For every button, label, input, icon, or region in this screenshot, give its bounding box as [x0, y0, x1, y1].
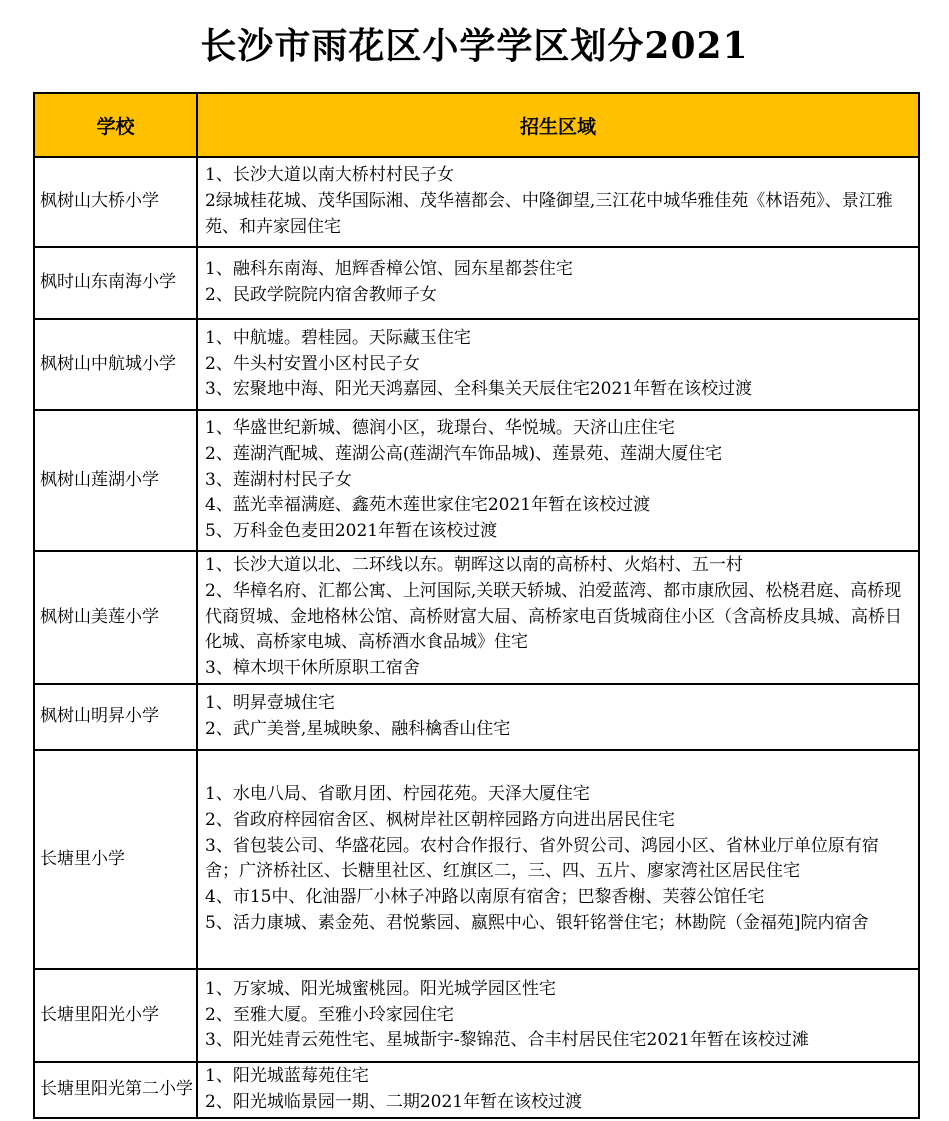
school-name: 长塘里小学 — [34, 750, 197, 969]
area-line: 4、蓝光幸福满庭、鑫苑木莲世家住宅2021年暂在该校过渡 — [205, 495, 651, 516]
area-line: 1、中航墟。碧桂园。天际藏玉住宅 — [205, 327, 471, 348]
area-line: 3、阳光娃青云苑性宅、星城斮宇-黎锦范、合丰村居民住宅2021年暂在该校过滩 — [205, 1030, 809, 1051]
enrollment-area — [197, 551, 919, 684]
table-row — [34, 157, 919, 247]
area-line: 1、长沙大道以南大桥村村民子女 — [205, 165, 454, 186]
table-row — [34, 247, 919, 319]
area-line: 2绿城桂花城、茂华国际湘、茂华禧都会、中隆御望,三江花中城华雅佳苑《林语苑》、景江雅苑、和卉家园住宅 — [205, 191, 893, 237]
school-name: 枫树山美莲小学 — [34, 551, 197, 684]
area-line: 3、莲湖村村民子女 — [205, 469, 352, 490]
enrollment-area — [197, 1062, 919, 1118]
area-line: 2、莲湖汽配城、莲湖公高(莲湖汽车饰品城)、莲景苑、莲湖大厦住宅 — [205, 443, 723, 464]
enrollment-area — [197, 969, 919, 1062]
school-district-table — [33, 92, 920, 1119]
header-school: 学校 — [34, 93, 197, 157]
area-line: 5、万科金色麦田2021年暂在该校过渡 — [205, 521, 498, 542]
enrollment-area — [197, 410, 919, 551]
area-line: 1、水电八局、省歌月团、柠园花苑。天泽大厦住宅 — [205, 784, 590, 805]
table-row — [34, 969, 919, 1062]
enrollment-area — [197, 750, 919, 969]
area-line: 3、宏聚地中海、阳光天鸿嘉园、全科集关天辰住宅2021年暂在该校过渡 — [205, 379, 753, 400]
area-line: 2、民政学院院内宿舍教师子女 — [205, 285, 437, 305]
school-name: 枫时山东南海小学 — [34, 247, 197, 319]
area-line: 1、明昇壹城住宅 — [205, 693, 335, 714]
school-name: 长塘里阳光第二小学 — [34, 1062, 197, 1118]
area-line: 1、华盛世纪新城、德润小区，珑璟台、华悦城。天济山庄住宅 — [205, 418, 675, 438]
table-row — [34, 750, 919, 969]
area-line: 2、至雅大厦。至雅小玲家园住宅 — [205, 1004, 454, 1025]
area-line: 1、万家城、阳光城蜜桃园。阳光城学园区性宅 — [205, 978, 556, 999]
area-line: 2、华樟名府、汇都公寓、上河国际,关联天轿城、泊爱蓝湾、都市康欣园、松桡君庭、高桥现代商贸城、金地格林公馆、高桥财富大屇、高桥家电百货城商住小区（含高桥皮具城、高桥日化城、高桥家电城、高桥酒水食品城》住宅 — [205, 580, 902, 653]
enrollment-area — [197, 684, 919, 750]
school-name: 枫树山明昇小学 — [34, 684, 197, 750]
table-body — [34, 157, 919, 1118]
area-line: 2、阳光城临景园一期、二期2021年暂在该校过渡 — [205, 1091, 583, 1112]
area-line: 3、省包装公司、华盛花园。农村合作报行、省外贸公司、鸿园小区、省林业厅单位原有宿舍；广济桥社区、长糖里社区、红旗区二，三、四、五片、廖家湾社区居民住宅 — [205, 835, 879, 882]
school-name: 枫树山莲湖小学 — [34, 410, 197, 551]
area-line: 1、长沙大道以北、二环线以东。朝晖这以南的高桥村、火焰村、五一村 — [205, 555, 743, 575]
table-row — [34, 551, 919, 684]
table-row — [34, 410, 919, 551]
header-enrollment-area: 招生区域 — [197, 93, 919, 157]
school-name: 长塘里阳光小学 — [34, 969, 197, 1062]
area-line: 2、省政府梓园宿舍区、枫树岸社区朝梓园路方向进出居民住宅 — [205, 809, 675, 830]
area-line: 1、阳光城蓝莓苑住宅 — [205, 1065, 369, 1086]
school-name: 枫树山中航城小学 — [34, 319, 197, 410]
area-line: 1、融科东南海、旭辉香樟公馆、园东星都荟住宅 — [205, 259, 573, 280]
area-line: 3、樟木坝干休所原职工宿舍 — [205, 658, 420, 679]
table-row — [34, 319, 919, 410]
enrollment-area — [197, 247, 919, 319]
area-line: 2、牛头村安置小区村民子女 — [205, 353, 420, 374]
page-title: 长沙市雨花区小学学区划分2021 — [200, 25, 749, 67]
area-line: 5、活力康城、素金苑、君悦紫园、嬴熙中心、银轩铭誉住宅；林勘院（金福苑]院内宿舍 — [205, 913, 869, 934]
school-name: 枫树山大桥小学 — [34, 157, 197, 247]
table-row — [34, 684, 919, 750]
enrollment-area — [197, 319, 919, 410]
area-line: 4、市15中、化油器厂小林子冲路以南原有宿舍；巴黎香榭、芙蓉公馆任宅 — [205, 887, 765, 908]
table-header-row — [34, 93, 919, 157]
table-row — [34, 1062, 919, 1118]
enrollment-area — [197, 157, 919, 247]
area-line: 2、武广美誉,星城映象、融科檎香山住宅 — [205, 718, 511, 739]
